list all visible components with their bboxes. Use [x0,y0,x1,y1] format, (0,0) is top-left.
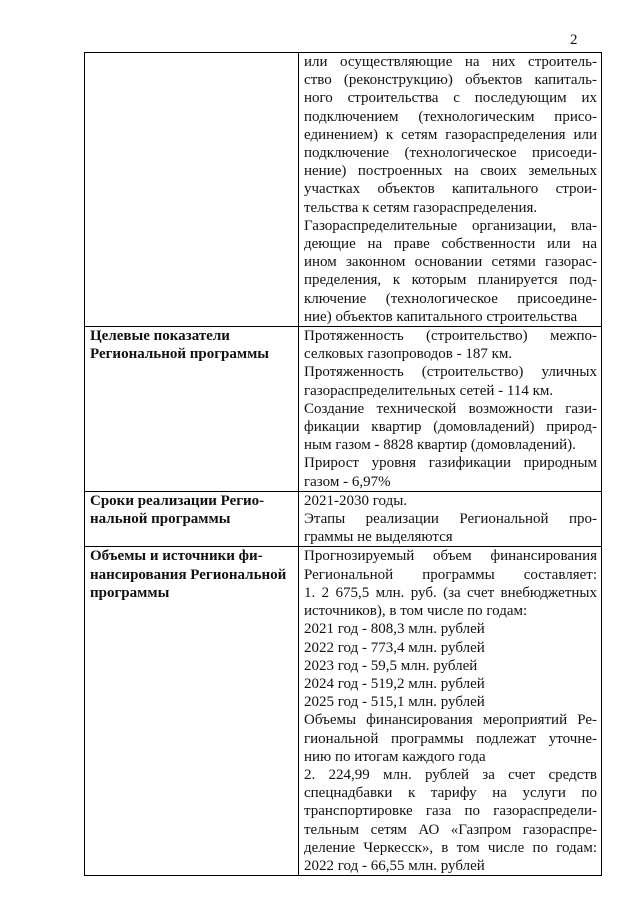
row-content-cell [299,327,602,492]
row-content-cell [299,491,602,547]
content-line: спецнадбавки к тарифу на услуги по [304,785,597,802]
content-line: 2022 год - 66,55 млн. рублей [304,857,485,874]
content-line: нение) построенных на своих земельных [304,163,597,180]
content-line: тельства к сетям газораспределения. [304,199,538,216]
content-line: деющие на праве собственности или на [304,236,597,253]
content-line: Этапы реализации Региональной про- [304,511,597,528]
row-label-line: Региональной программы [90,346,270,363]
row-label-cell [85,491,299,547]
content-line: ным газом - 8828 квартир (домовладений). [304,437,576,454]
row-content-cell [299,547,602,876]
content-line: Региональной программы составляет: [304,566,597,583]
row-label-line: программы [90,584,170,601]
content-line: участках объектов капитального строи- [304,181,597,198]
table-row [85,547,602,876]
row-label-line: Объемы и источники фи- [90,548,263,565]
content-line: ином законном основании сетями газорас- [304,254,597,271]
content-line: единением) к сетям газораспределения или [304,126,597,143]
content-line: деление Черкесск», в том числе по годам: [304,839,597,856]
row-label-line: Целевые показатели [90,328,230,345]
table-row [85,491,602,547]
content-line: нию по итогам каждого года [304,748,486,765]
content-line: Протяженность (строительство) межпо- [304,328,597,345]
content-line: транспортировке газа по газораспредели- [304,803,597,820]
content-line: тельным сетям АО «Газпром газораспре- [304,821,597,838]
content-line: ключение (технологическое присоедине- [304,290,597,307]
table-row [85,53,602,327]
content-line: подключение (технологическое присоеди- [304,145,597,162]
content-line: ство (реконструкцию) объектов капиталь- [304,72,597,89]
content-line: подключением (технологическим присо- [304,108,597,125]
content-line: 2025 год - 515,1 млн. рублей [304,694,485,711]
content-line: Прогнозируемый объем финансирования [304,548,597,565]
page-number: 2 [570,32,578,48]
content-line: 2. 224,99 млн. рублей за счет средств [304,766,597,783]
row-label-cell [85,547,299,876]
content-line: газораспределительных сетей - 114 км. [304,382,554,399]
content-line: 1. 2 675,5 млн. руб. (за счет внебюджетных [304,584,597,601]
content-line: 2021-2030 годы. [304,492,408,509]
row-content-cell [299,53,602,327]
content-line: газом - 6,97% [304,473,391,490]
row-label-line: нансирования Региональной [90,566,287,583]
content-line: Прирост уровня газификации природным [304,455,597,472]
content-line: Газораспределительные организации, вла- [304,217,597,234]
content-line: ного строительства с последующим их [304,90,597,107]
content-line: фикации квартир (домовладений) природ- [304,419,597,436]
content-line: 2024 год - 519,2 млн. рублей [304,675,485,692]
content-line: селковых газопроводов - 187 км. [304,346,513,363]
row-label-cell [85,53,299,327]
content-line: пределения, к которым планируется под- [304,272,597,289]
program-passport-table [84,52,602,876]
row-label-line: Сроки реализации Регио- [90,492,265,509]
row-label-cell [85,327,299,492]
passport-table-body [85,53,602,876]
content-line: 2022 год - 773,4 млн. рублей [304,639,485,656]
content-line: Создание технической возможности гази- [304,400,597,417]
content-line: Объемы финансирования мероприятий Ре- [304,712,597,729]
content-line: ние) объектов капитального строительства [304,308,578,325]
content-line: источников), в том числе по годам: [304,603,528,620]
row-label-line: нальной программы [90,511,231,528]
content-line: 2023 год - 59,5 млн. рублей [304,657,478,674]
table-row [85,327,602,492]
content-line: граммы не выделяются [304,529,453,546]
content-line: Протяженность (строительство) уличных [304,364,597,381]
content-line: гиональной программы подлежат уточне- [304,730,597,747]
content-line: 2021 год - 808,3 млн. рублей [304,621,485,638]
content-line: или осуществляющие на них строитель- [304,54,597,70]
